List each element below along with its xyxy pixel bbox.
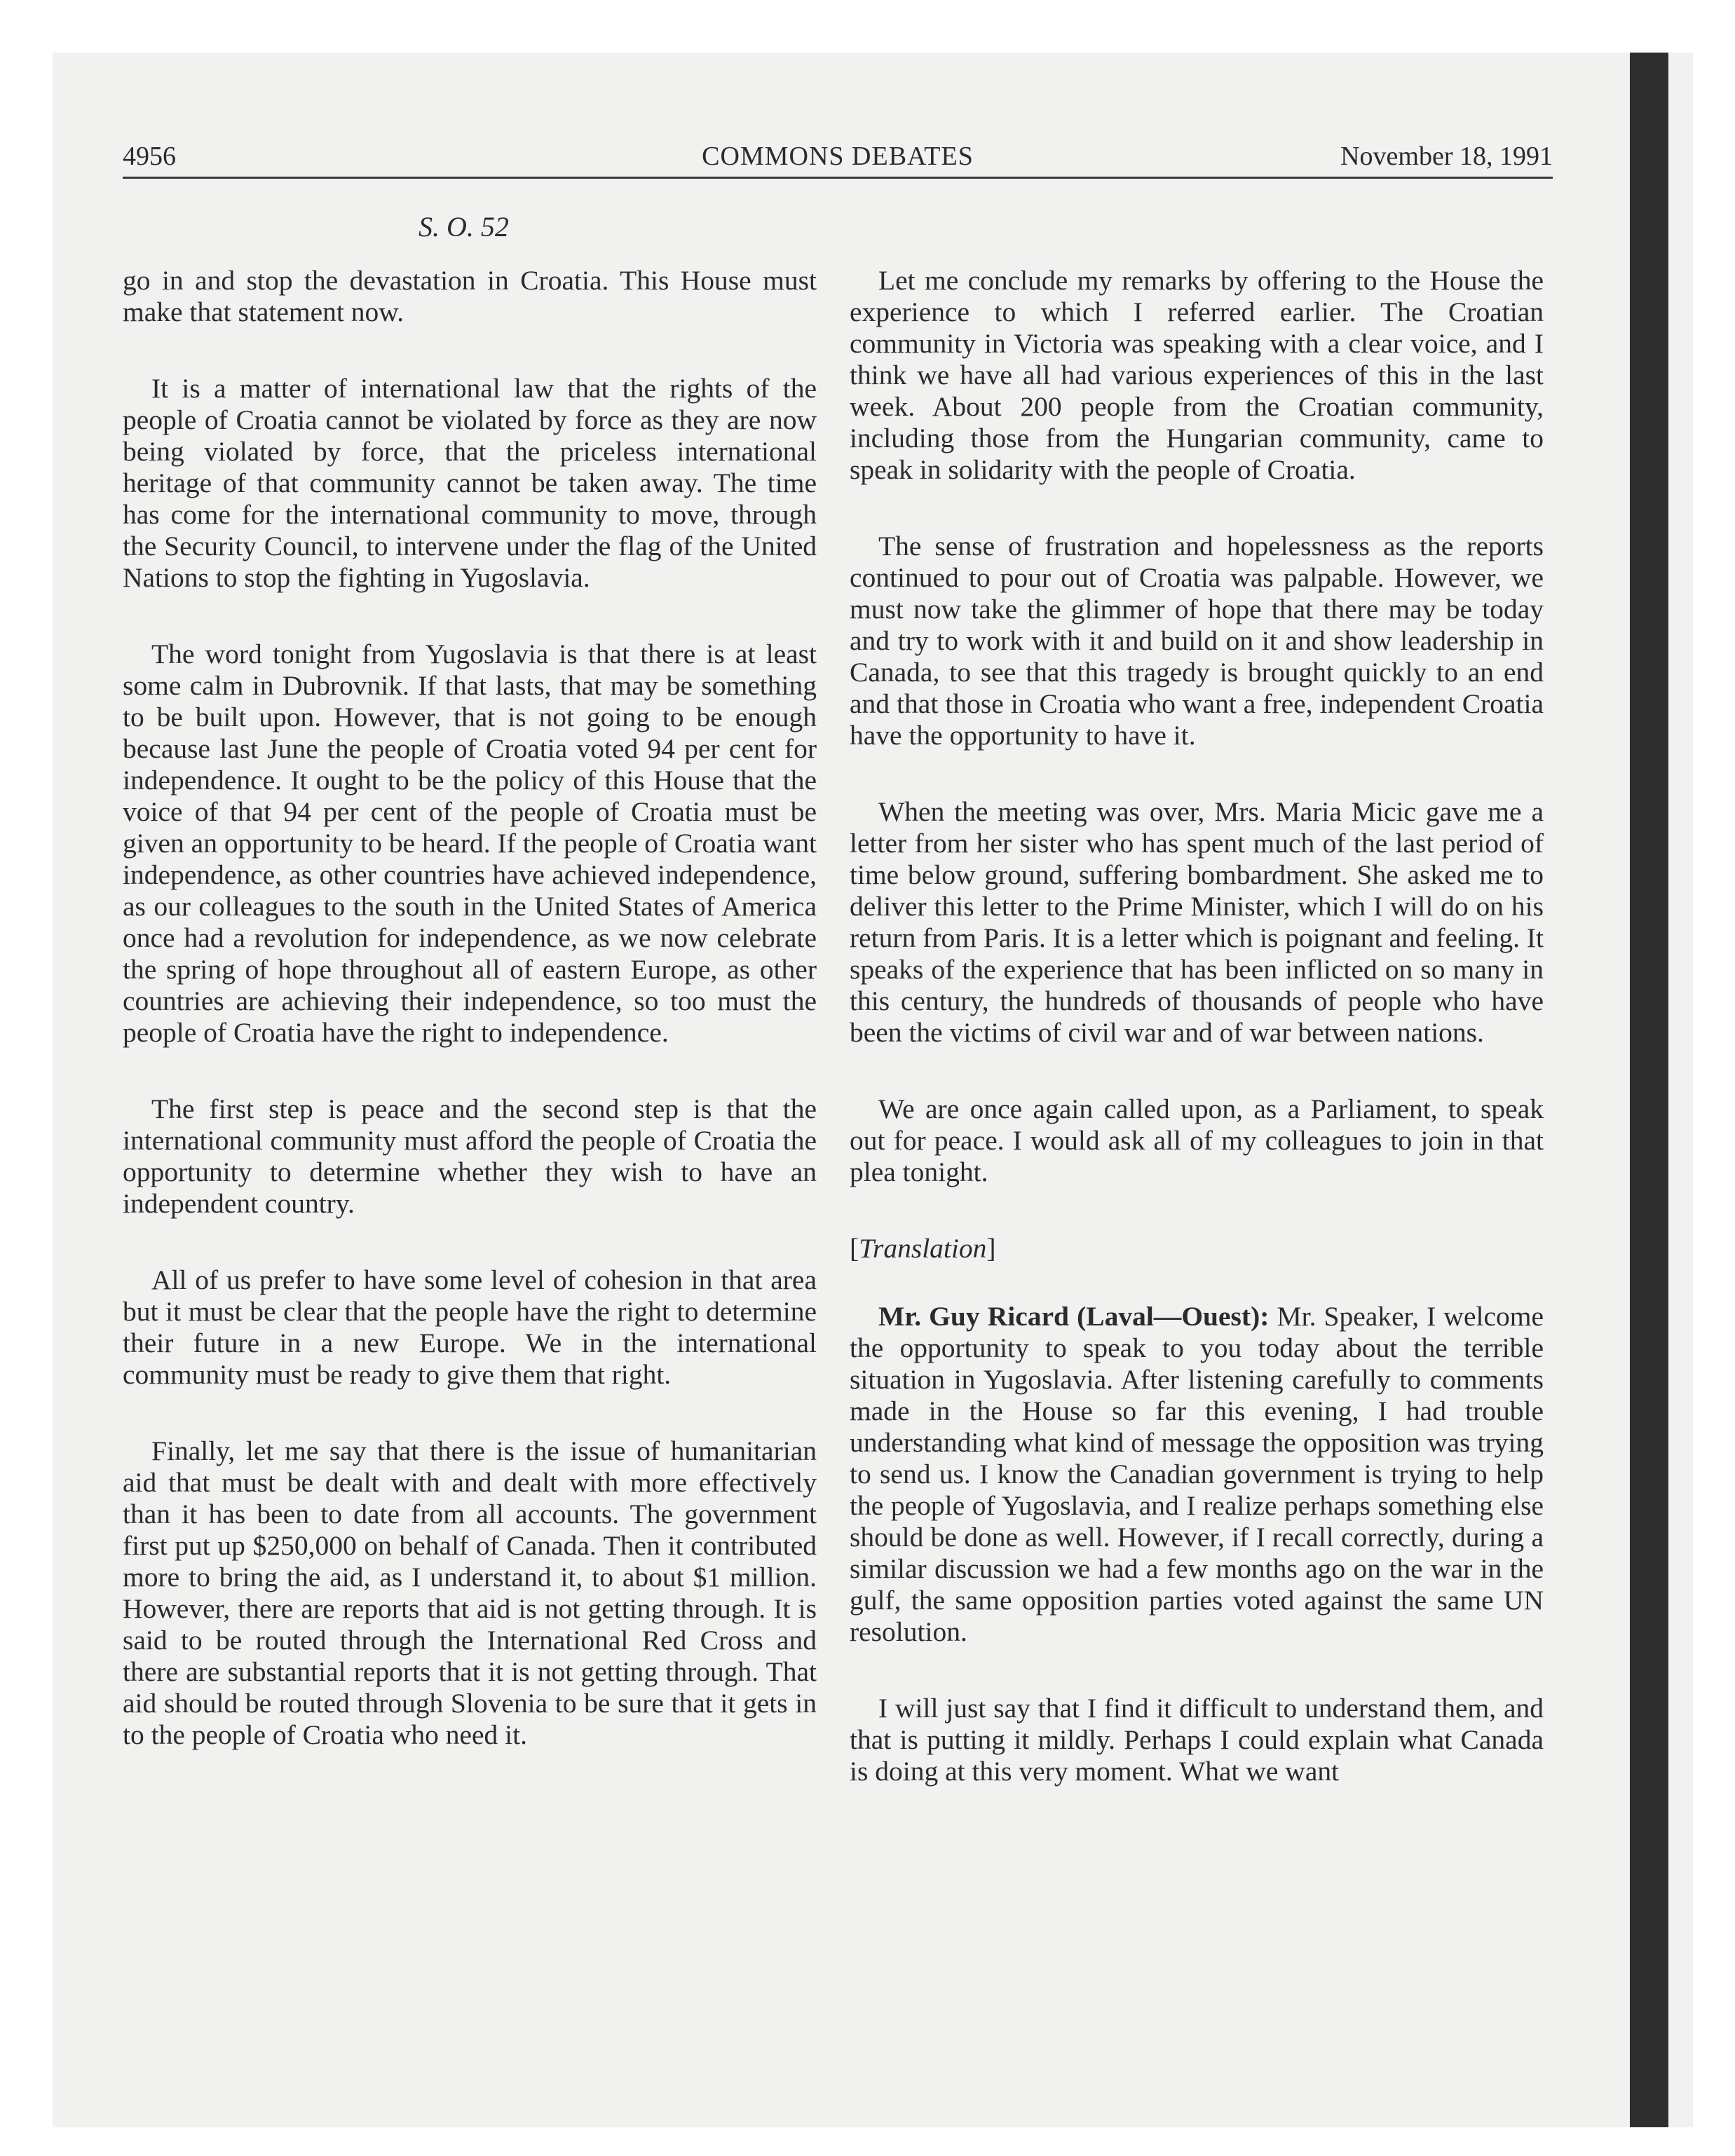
speaker-paragraph [850, 1301, 1544, 1648]
paragraph: go in and stop the devastation in Croatia. This House must make that statement now. [123, 265, 817, 327]
translation-label: Translation [859, 1233, 987, 1264]
translation-note: [Translation] [850, 1233, 996, 1264]
page-number: 4956 [123, 142, 176, 171]
left-column [123, 265, 817, 1796]
paragraph: The word tonight from Yugoslavia is that there is at least some calm in Dubrovnik. If that lasts, that may be something to be built upon. However, that is not going to be enough because last June the people of Croatia voted 94 per cent for independence. It ought to be the policy of this House that the voice of that 94 per cent of the people of Croatia must be given an opportunity to be heard. If the people of Croatia want independence, as other countries have achieved independence, as our colleagues to the south in the United States of America once had a revolution for independence, as we now celebrate the spring of hope throughout all of eastern Europe, as other countries are achieving their independence, so too must the people of Croatia have the right to independence. [123, 639, 817, 1048]
paragraph: We are once again called upon, as a Parliament, to speak out for peace. I would ask all of my colleagues to join in that plea tonight. [850, 1093, 1544, 1187]
paragraph: All of us prefer to have some level of cohesion in that area but it must be clear that the people have the right to determine their future in a new Europe. We in the international community must be ready to give them that right. [123, 1264, 817, 1390]
paragraph: I will just say that I find it difficult to understand them, and that is putting it mildly. Perhaps I could explain what Canada is doing at this very moment. What we want [850, 1693, 1544, 1787]
paragraph: Finally, let me say that there is the issue of humanitarian aid that must be dealt with and dealt with more effectively than it has been to date from all accounts. The government first put up $250,000 on behalf of Canada. Then it contributed more to bring the aid, as I understand it, to about $1 million. However, there are reports that aid is not getting through. It is said to be routed through the International Red Cross and there are substantial reports that it is not getting through. That aid should be routed through Slovenia to be sure that it gets in to the people of Croatia who need it. [123, 1435, 817, 1750]
publication-title: COMMONS DEBATES [702, 142, 974, 171]
speaker-text: Mr. Speaker, I welcome the opportunity to speak to you today about the terrible situation in Yugoslavia. After listening carefully to comments made in the House so far this evening, I had trouble understanding what kind of message the opposition was trying to send us. I know the Canadian government is trying to help the people of Yugoslavia, and I realize perhaps something else should be done as well. However, if I recall correctly, during a similar discussion we had a few months ago on the war in the gulf, the same opposition parties voted against the same UN resolution. [850, 1301, 1544, 1647]
paragraph: The first step is peace and the second step is that the international community must afford the people of Croatia the opportunity to determine whether they wish to have an independent country. [123, 1093, 817, 1219]
scan-edge-shadow [1630, 53, 1668, 2127]
paragraph: Let me conclude my remarks by offering to the House the experience to which I referred earlier. The Croatian community in Victoria was speaking with a clear voice, and I think we have all had various experiences of this in the last week. About 200 people from the Croatian community, including those from the Hungarian community, came to speak in solidarity with the people of Croatia. [850, 265, 1544, 485]
publication-date: November 18, 1991 [1340, 142, 1553, 171]
right-column [850, 265, 1544, 1832]
speaker-name: Mr. Guy Ricard (Laval—Ouest): [878, 1301, 1270, 1332]
paragraph: When the meeting was over, Mrs. Maria Micic gave me a letter from her sister who has spent much of the last period of time below ground, suffering bombardment. She asked me to deliver this letter to the Prime Minister, which I will do on his return from Paris. It is a letter which is poignant and feeling. It speaks of the experience that has been inflicted on so many in this century, the hundreds of thousands of people who have been the victims of civil war and of war between nations. [850, 796, 1544, 1048]
paragraph: The sense of frustration and hopelessness as the reports continued to pour out of Croatia was palpable. However, we must now take the glimmer of hope that there may be today and try to work with it and build on it and show leadership in Canada, to see that this tragedy is brought quickly to an end and that those in Croatia who want a free, independent Croatia have the opportunity to have it. [850, 531, 1544, 751]
section-marker: S. O. 52 [419, 211, 509, 243]
header-rule [123, 177, 1553, 179]
page-header [123, 139, 1553, 174]
paragraph: It is a matter of international law that the rights of the people of Croatia cannot be violated by force as they are now being violated by force, that the priceless international heritage of that community cannot be taken away. The time has come for the international community to move, through the Security Council, to intervene under the flag of the United Nations to stop the fighting in Yugoslavia. [123, 373, 817, 593]
